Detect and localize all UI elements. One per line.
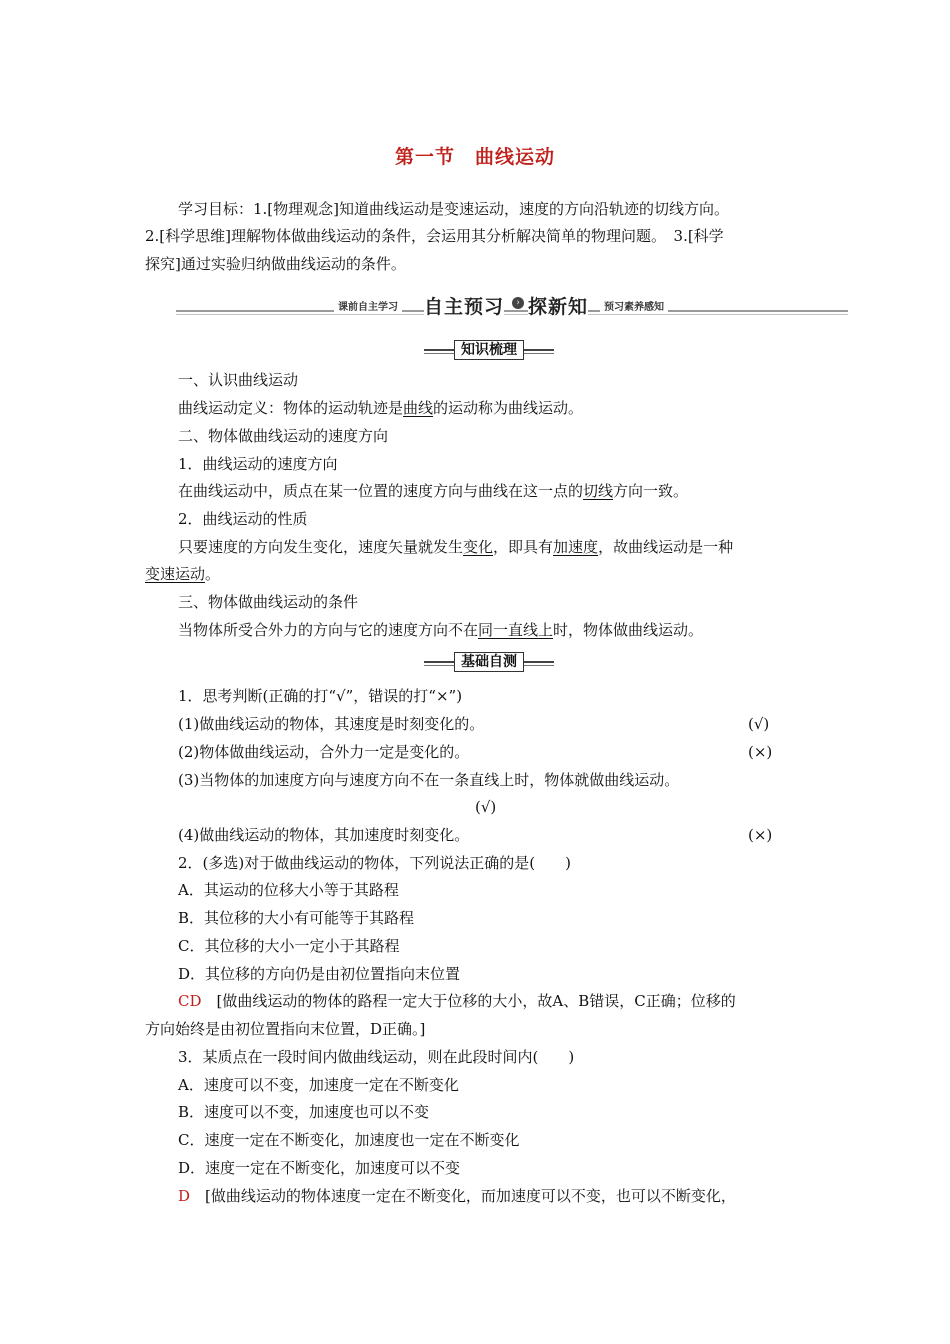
- answer-key: D: [178, 1187, 191, 1205]
- option-b: B．其位移的大小有可能等于其路程: [178, 909, 415, 927]
- text-line: 变速运动。: [145, 565, 221, 583]
- answer-line: D [做曲线运动的物体速度一定在不断变化，而加速度可以不变，也可以不断变化，: [178, 1187, 736, 1205]
- text-line: 2．曲线运动的性质: [178, 510, 308, 528]
- option-a: A．其运动的位移大小等于其路程: [178, 881, 399, 899]
- page-title: 第一节 曲线运动: [394, 146, 555, 168]
- section-heading-selftest: [424, 652, 554, 674]
- text-line: 二、物体做曲线运动的速度方向: [178, 427, 389, 445]
- text-line: 三、物体做曲线运动的条件: [178, 593, 359, 611]
- banner-left-label: 课前自主学习: [334, 298, 402, 313]
- text-line: 一、认识曲线运动: [178, 371, 299, 389]
- text-line: 在曲线运动中，质点在某一位置的速度方向与曲线在这一点的切线方向一致。: [178, 482, 689, 500]
- banner-right-label: 预习素养感知: [600, 298, 668, 313]
- objectives-line-1: 学习目标：1.[物理观念]知道曲线运动是变速运动，速度的方向沿轨迹的切线方向。: [178, 200, 730, 218]
- judge-mark: (√): [475, 798, 497, 816]
- section-heading-knowledge: [424, 340, 554, 362]
- option-c: C．其位移的大小一定小于其路程: [178, 937, 400, 955]
- question-1-item: (3)当物体的加速度方向与速度方向不在一条直线上时，物体就做曲线运动。: [178, 771, 680, 789]
- banner-arrow-icon: ›: [512, 297, 524, 309]
- question-3: 3．某质点在一段时间内做曲线运动，则在此段时间内( ): [178, 1048, 575, 1066]
- answer-explanation: 方向始终是由初位置指向末位置，D正确。]: [145, 1020, 426, 1038]
- text-line: 曲线运动定义：物体的运动轨迹是曲线的运动称为曲线运动。: [178, 399, 584, 417]
- option-a: A．速度可以不变，加速度一定在不断变化: [178, 1076, 459, 1094]
- judge-mark: (×): [748, 743, 773, 761]
- judge-mark: (×): [748, 826, 773, 844]
- text-line: 当物体所受合外力的方向与它的速度方向不在同一直线上时，物体做曲线运动。: [178, 621, 704, 639]
- answer-key: CD: [178, 992, 202, 1010]
- text-line: 只要速度的方向发生变化，速度矢量就发生变化，即具有加速度，故曲线运动是一种: [178, 538, 734, 556]
- option-d: D．速度一定在不断变化，加速度可以不变: [178, 1159, 461, 1177]
- question-1-item: (2)物体做曲线运动，合外力一定是变化的。: [178, 743, 470, 761]
- option-b: B．速度可以不变，加速度也可以不变: [178, 1103, 430, 1121]
- question-2: 2．(多选)对于做曲线运动的物体，下列说法正确的是( ): [178, 854, 571, 872]
- question-1-item: (4)做曲线运动的物体，其加速度时刻变化。: [178, 826, 470, 844]
- question-1-item: (1)做曲线运动的物体，其速度是时刻变化的。: [178, 715, 485, 733]
- judge-mark: (√): [748, 715, 770, 733]
- text-line: 1．曲线运动的速度方向: [178, 455, 338, 473]
- section-heading-knowledge-label: 知识梳理: [454, 340, 524, 360]
- banner-main-2: 探新知: [528, 292, 588, 319]
- objectives-line-2: 2.[科学思维]理解物体做曲线运动的条件，会运用其分析解决简单的物理问题。 3.[科学: [145, 227, 724, 245]
- section-banner: [176, 290, 848, 318]
- answer-line: CD [做曲线运动的物体的路程一定大于位移的大小，故A、B错误，C正确；位移的: [178, 992, 736, 1010]
- objectives-line-3: 探究]通过实验归纳做曲线运动的条件。: [145, 255, 406, 273]
- banner-main-1: 自主预习: [424, 292, 504, 319]
- option-c: C．速度一定在不断变化，加速度也一定在不断变化: [178, 1131, 520, 1149]
- question-1: 1．思考判断(正确的打“√”，错误的打“×”): [178, 687, 463, 705]
- option-d: D．其位移的方向仍是由初位置指向末位置: [178, 965, 461, 983]
- section-heading-selftest-label: 基础自测: [454, 652, 524, 672]
